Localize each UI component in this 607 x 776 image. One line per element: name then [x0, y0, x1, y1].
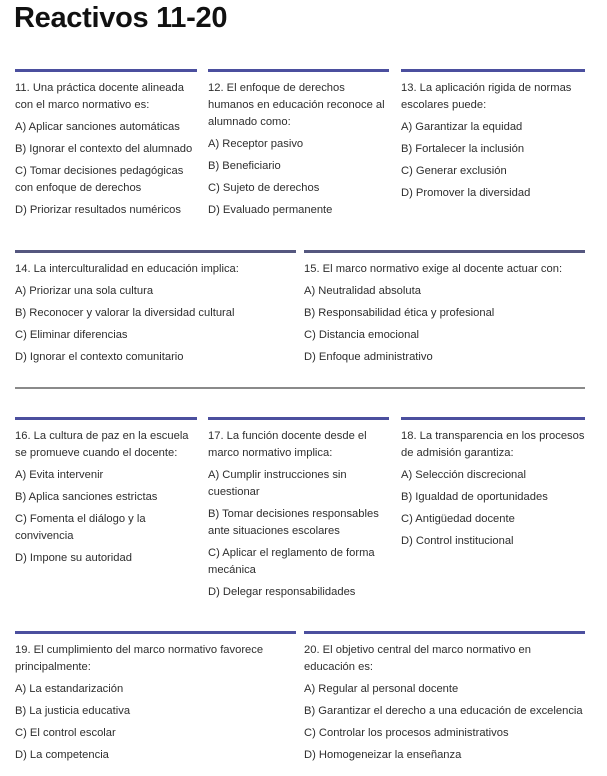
option-b: B) Beneficiario: [208, 160, 281, 172]
question-rule: [15, 631, 296, 634]
question-stem: 11. Una práctica docente alineada con el marco normativo es:: [15, 82, 184, 111]
option-d: D) Control institucional: [401, 535, 514, 547]
option-d: D) Priorizar resultados numéricos: [15, 204, 181, 216]
option-a: A) Regular al personal docente: [304, 683, 459, 695]
option-d: D) Promover la diversidad: [401, 187, 531, 199]
question-rule: [208, 69, 389, 72]
question-stem: 15. El marco normativo exige al docente actuar con:: [304, 263, 563, 275]
option-c: C) Tomar decisiones pedagógicas con enfoque de derechos: [15, 165, 184, 194]
question-stem: 18. La transparencia en los procesos de admisión garantiza:: [401, 430, 585, 459]
question-19: [15, 631, 296, 764]
question-20: [304, 631, 585, 764]
section-divider: [15, 387, 585, 389]
option-b: B) Responsabilidad ética y profesional: [304, 307, 495, 319]
question-13: [401, 69, 585, 202]
option-a: A) Evita intervenir: [15, 469, 104, 481]
option-c: C) Fomenta el diálogo y la convivencia: [15, 513, 146, 542]
option-a: A) Garantizar la equidad: [401, 121, 523, 133]
option-c: C) Antigüedad docente: [401, 513, 515, 525]
option-c: C) Eliminar diferencias: [15, 329, 128, 341]
option-a: A) Selección discrecional: [401, 469, 526, 481]
option-d: D) Ignorar el contexto comunitario: [15, 351, 184, 363]
option-b: B) La justicia educativa: [15, 705, 131, 717]
option-a: A) Receptor pasivo: [208, 138, 304, 150]
option-a: A) La estandarización: [15, 683, 124, 695]
question-18: [401, 417, 585, 550]
option-b: B) Garantizar el derecho a una educación de excelencia: [304, 705, 583, 717]
option-c: C) El control escolar: [15, 727, 116, 739]
option-d: D) Evaluado permanente: [208, 204, 333, 216]
option-d: D) Impone su autoridad: [15, 552, 132, 564]
option-b: B) Igualdad de oportunidades: [401, 491, 548, 503]
page-title: Reactivos 11-20: [14, 2, 228, 34]
question-stem: 13. La aplicación rigida de normas escolares puede:: [401, 82, 572, 111]
question-stem: 19. El cumplimiento del marco normativo favorece principalmente:: [15, 644, 264, 673]
question-15: [304, 250, 585, 366]
option-c: C) Distancia emocional: [304, 329, 420, 341]
option-b: B) Ignorar el contexto del alumnado: [15, 143, 193, 155]
question-rule: [15, 69, 197, 72]
option-d: D) Delegar responsabilidades: [208, 586, 356, 598]
question-12: [208, 69, 389, 219]
question-stem: 16. La cultura de paz en la escuela se promueve cuando el docente:: [15, 430, 189, 459]
option-a: A) Aplicar sanciones automáticas: [15, 121, 180, 133]
question-16: [15, 417, 197, 567]
question-11: [15, 69, 197, 219]
question-stem: 20. El objetivo central del marco normativo en educación es:: [304, 644, 531, 673]
question-rule: [401, 417, 585, 420]
option-d: D) Homogeneizar la enseñanza: [304, 749, 462, 761]
question-14: [15, 250, 296, 366]
question-rule: [15, 417, 197, 420]
option-d: D) Enfoque administrativo: [304, 351, 433, 363]
option-c: C) Generar exclusión: [401, 165, 507, 177]
option-a: A) Priorizar una sola cultura: [15, 285, 154, 297]
option-c: C) Controlar los procesos administrativos: [304, 727, 509, 739]
option-a: A) Cumplir instrucciones sin cuestionar: [208, 469, 347, 498]
option-c: C) Aplicar el reglamento de forma mecánica: [208, 547, 375, 576]
question-rule: [304, 631, 585, 634]
option-b: B) Fortalecer la inclusión: [401, 143, 525, 155]
option-b: B) Tomar decisiones responsables ante situaciones escolares: [208, 508, 379, 537]
question-stem: 12. El enfoque de derechos humanos en educación reconoce al alumnado como:: [208, 82, 385, 128]
option-c: C) Sujeto de derechos: [208, 182, 320, 194]
question-stem: 17. La función docente desde el marco normativo implica:: [208, 430, 367, 459]
question-rule: [208, 417, 389, 420]
question-stem: 14. La interculturalidad en educación implica:: [15, 263, 239, 275]
question-rule: [401, 69, 585, 72]
question-17: [208, 417, 389, 601]
option-a: A) Neutralidad absoluta: [304, 285, 421, 297]
option-b: B) Reconocer y valorar la diversidad cultural: [15, 307, 235, 319]
option-d: D) La competencia: [15, 749, 109, 761]
question-rule: [15, 250, 296, 253]
option-b: B) Aplica sanciones estrictas: [15, 491, 158, 503]
question-rule: [304, 250, 585, 253]
